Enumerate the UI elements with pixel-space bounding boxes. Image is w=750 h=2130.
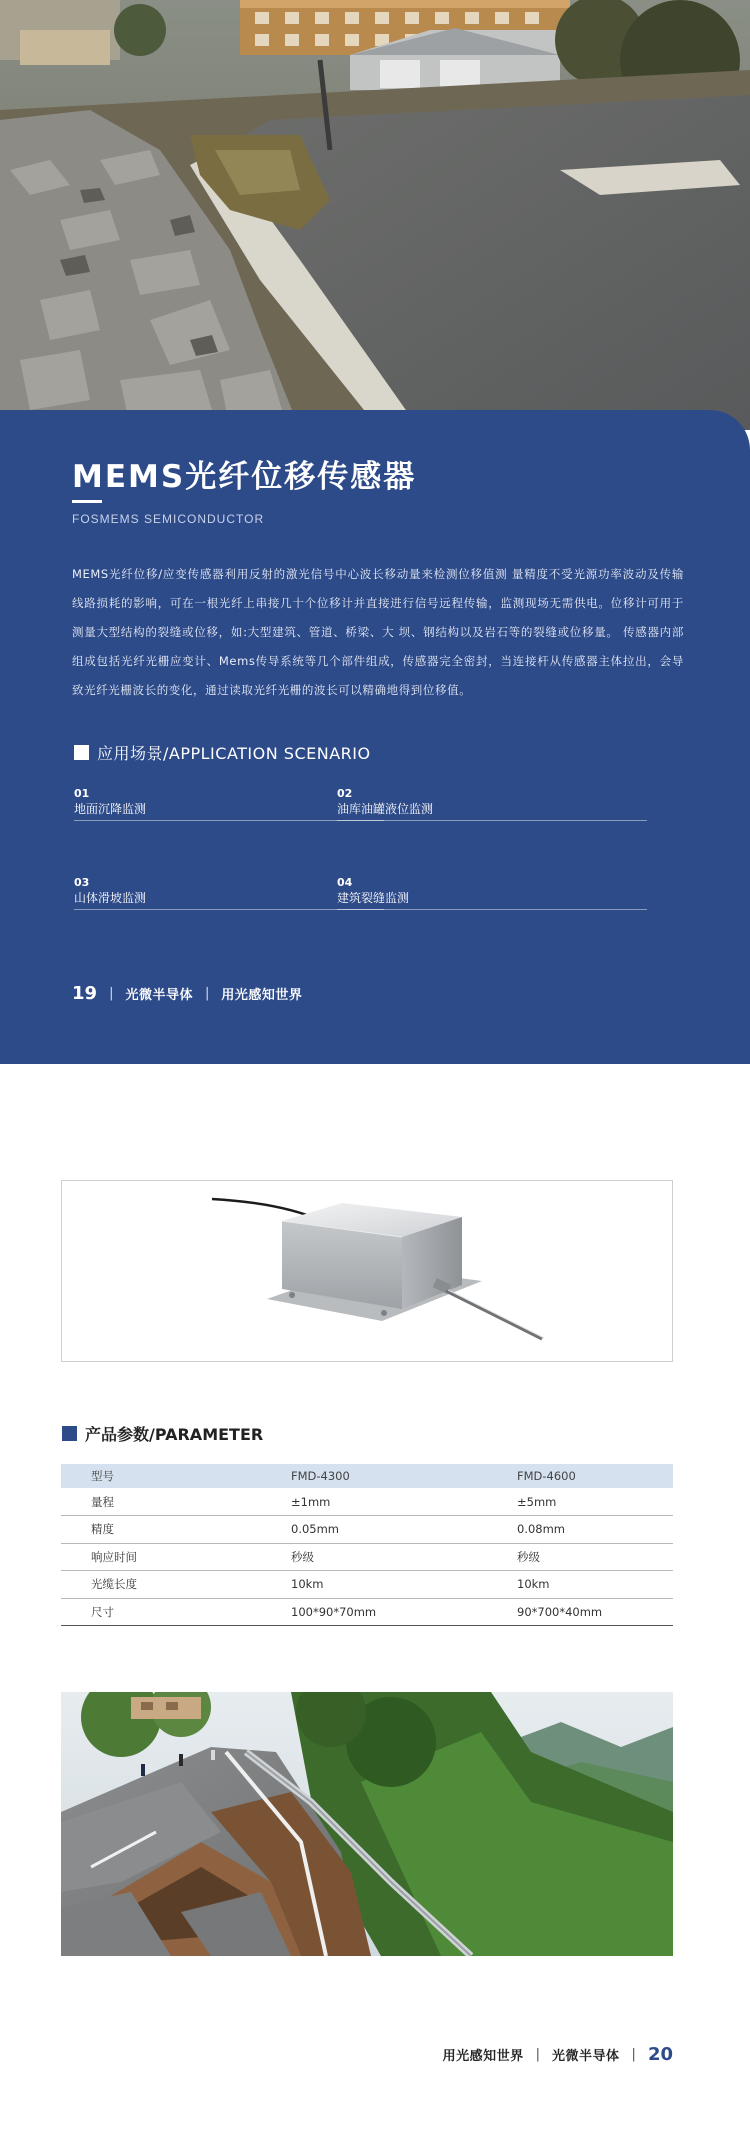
- square-bullet-icon: [74, 745, 89, 760]
- param-label: 尺寸: [61, 1598, 291, 1626]
- param-value: 秒级: [291, 1543, 517, 1571]
- left-page-footer: [72, 983, 302, 1004]
- param-label: 量程: [61, 1488, 291, 1516]
- param-label: 光缆长度: [61, 1571, 291, 1599]
- title-underline: [72, 500, 102, 503]
- table-row: [61, 1571, 673, 1599]
- scenario-number: 01: [74, 787, 90, 800]
- footer-separator: |: [204, 986, 210, 1001]
- footer-slogan: 用光感知世界: [442, 2049, 524, 2064]
- company-english-name: FOSMEMS SEMICONDUCTOR: [72, 512, 265, 526]
- footer-company: 光微半导体: [552, 2049, 620, 2064]
- application-heading-text: 应用场景/APPLICATION SCENARIO: [97, 744, 371, 763]
- table-row: [61, 1598, 673, 1626]
- parameter-heading: [62, 1422, 263, 1445]
- product-title: MEMS光纤位移传感器: [72, 459, 417, 495]
- param-value: 0.05mm: [291, 1516, 517, 1544]
- page-number: 20: [647, 2044, 673, 2065]
- parameter-table: [61, 1464, 673, 1626]
- sensor-product-image: [62, 1181, 673, 1362]
- table-row: [61, 1516, 673, 1544]
- footer-company: 光微半导体: [125, 988, 193, 1003]
- param-value: ±1mm: [291, 1488, 517, 1516]
- header-model: 型号: [61, 1464, 291, 1488]
- param-value: 秒级: [517, 1543, 673, 1571]
- scenario-label: 建筑裂缝监测: [337, 891, 410, 905]
- header-fmd-4300: FMD-4300: [291, 1464, 517, 1488]
- application-scenario-heading: [74, 741, 371, 764]
- footer-separator: |: [535, 2047, 541, 2062]
- scenario-label: 油库油罐液位监测: [337, 802, 434, 816]
- param-value: 90*700*40mm: [517, 1598, 673, 1626]
- right-page-footer: [443, 2044, 673, 2065]
- param-value: 10km: [517, 1571, 673, 1599]
- table-header-row: [61, 1464, 673, 1488]
- scenario-number: 02: [337, 787, 353, 800]
- scenario-label: 山体滑坡监测: [74, 891, 147, 905]
- footer-slogan: 用光感知世界: [221, 988, 303, 1003]
- parameter-heading-text: 产品参数/PARAMETER: [85, 1425, 264, 1444]
- param-label: 响应时间: [61, 1543, 291, 1571]
- scenario-number: 04: [337, 876, 353, 889]
- square-bullet-icon: [62, 1426, 77, 1441]
- scenario-number: 03: [74, 876, 90, 889]
- footer-separator: |: [631, 2047, 636, 2062]
- product-description: MEMS光纤位移/应变传感器利用反射的激光信号中心波长移动量来检测位移值测 量精度不受光源功率波动及传输线路损耗的影响，可在一根光纤上串接几十个位移计并直接进行信号远程传输，监测现场无需供电。位移计可用于测量大型结构的裂缝或位移，如:大型建筑、管道、桥梁、大 坝、钢结构以及岩石等的裂缝或位移量。 传感器内部组成包括光纤光栅应变计、Mems传导系统等几个部件组成，传感器完全密封，当连接杆从传感器主体拉出，会导致光纤光栅波长的变化，通过读取光纤光栅的波长可以精确地得到位移值。: [72, 567, 684, 697]
- header-fmd-4600: FMD-4600: [517, 1464, 673, 1488]
- scenario-item: [337, 787, 647, 821]
- param-value: ±5mm: [517, 1488, 673, 1516]
- param-label: 精度: [61, 1516, 291, 1544]
- table-row: [61, 1488, 673, 1516]
- scenario-item: [337, 876, 647, 910]
- hero-photo-cracked-road: [0, 0, 750, 430]
- scenario-label: 地面沉降监测: [74, 802, 147, 816]
- landslide-road-photo: [61, 1692, 673, 1956]
- footer-separator: |: [109, 986, 114, 1001]
- page-number: 19: [72, 983, 98, 1004]
- param-value: 10km: [291, 1571, 517, 1599]
- param-value: 0.08mm: [517, 1516, 673, 1544]
- table-row: [61, 1543, 673, 1571]
- param-value: 100*90*70mm: [291, 1598, 517, 1626]
- product-photo-frame: [61, 1180, 673, 1362]
- blue-content-panel: [0, 410, 750, 1064]
